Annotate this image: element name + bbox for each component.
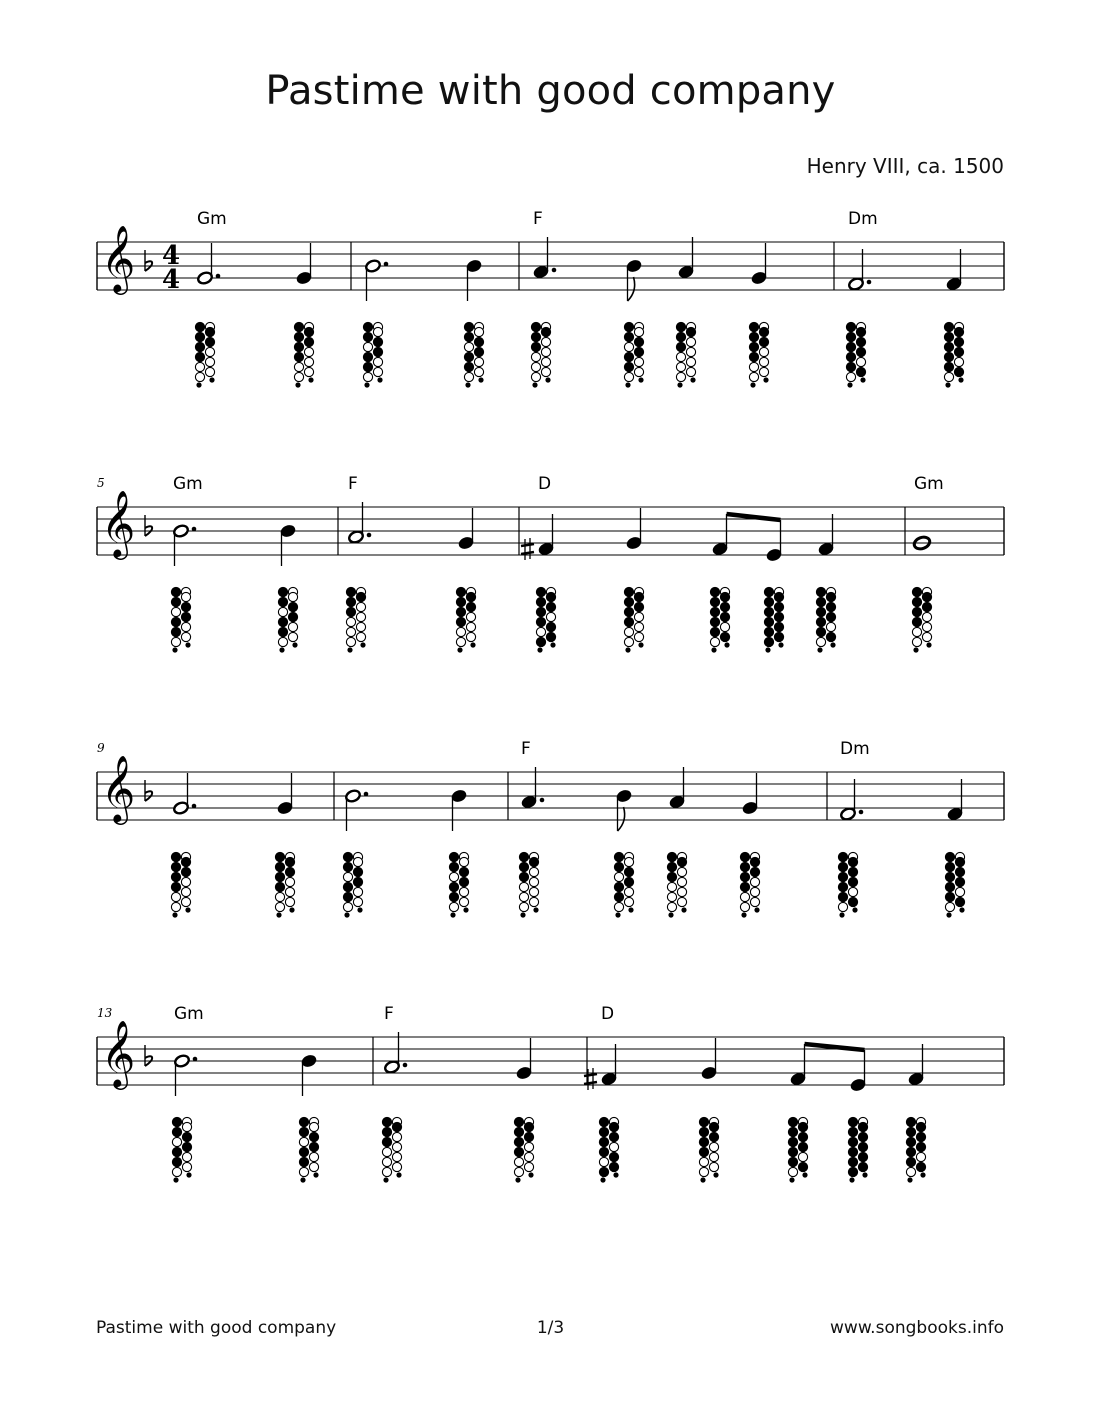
note [742,773,759,815]
note [533,237,557,279]
note [701,1038,718,1080]
recorder-fingering-icon [906,1117,925,1182]
chord-symbol: Gm [174,1004,204,1024]
recorder-fingering-icon [764,587,783,652]
measure-number: 13 [97,1006,113,1020]
recorder-fingering-icon [912,587,931,652]
chord-symbol: Gm [197,209,227,229]
measure-number: 5 [97,476,105,490]
note [616,789,633,831]
note [301,1054,318,1096]
treble-clef-icon: 𝄞 [101,1019,136,1087]
note [365,259,389,301]
recorder-fingering-icon [710,587,729,652]
recorder-fingering-icon [846,322,865,387]
footer-website[interactable]: www.songbooks.info [830,1318,1004,1338]
note [626,259,643,301]
recorder-fingering-icon [171,852,190,917]
chord-symbol: F [384,1004,394,1024]
note [280,524,297,566]
note [277,773,294,815]
recorder-fingering-icon [788,1117,807,1182]
note [678,237,695,279]
recorder-fingering-icon [749,322,768,387]
recorder-fingering-icon [599,1117,618,1182]
key-signature-flat-icon [145,780,152,801]
recorder-fingering-icon [676,322,695,387]
note [173,524,197,566]
recorder-fingering-icon [382,1117,401,1182]
note [712,514,729,556]
chord-symbol: F [521,739,531,759]
note [848,249,872,291]
note [946,249,963,291]
time-signature-bottom: 4 [162,265,181,295]
note [584,1044,617,1090]
recorder-fingering-icon [614,852,633,917]
chord-symbol: F [533,209,543,229]
note [818,514,835,556]
recorder-fingering-icon [838,852,857,917]
measure-number: 9 [97,741,105,755]
footer-page-number: 1/3 [536,1318,565,1338]
chord-symbol: Dm [840,739,870,759]
page-title: Pastime with good company [265,68,836,114]
recorder-fingering-icon [363,322,382,387]
time-signature-top: 4 [162,241,181,271]
recorder-fingering-icon [667,852,686,917]
sharp-accidental-icon [521,538,534,560]
note [348,502,372,544]
note [751,243,768,285]
composer-credit: Henry VIII, ca. 1500 [806,154,1004,178]
recorder-fingering-icon [294,322,313,387]
recorder-fingering-icon [816,587,835,652]
recorder-fingering-icon [944,322,963,387]
staff-system-1 [97,209,1004,388]
note [451,789,468,831]
recorder-fingering-icon [195,322,214,387]
recorder-fingering-icon [531,322,550,387]
note [296,243,313,285]
footer-song-title: Pastime with good company [96,1318,337,1338]
note [174,1054,198,1096]
recorder-fingering-icon [624,587,643,652]
recorder-fingering-icon [171,587,190,652]
note [790,1044,807,1086]
note [384,1032,408,1074]
chord-symbol: D [538,474,552,494]
note [197,243,221,285]
sharp-accidental-icon [584,1068,597,1090]
chord-symbol: Dm [848,209,878,229]
chord-symbol: Gm [173,474,203,494]
note [840,779,864,821]
note [669,767,686,809]
treble-clef-icon: 𝄞 [101,754,136,822]
recorder-fingering-icon [848,1117,867,1182]
chord-symbol: D [601,1004,615,1024]
note [626,508,643,550]
chord-symbol: Gm [914,474,944,494]
recorder-fingering-icon [278,587,297,652]
note [766,520,783,562]
note [173,773,197,815]
treble-clef-icon: 𝄞 [101,489,136,557]
staff-system-4 [97,1004,1004,1183]
recorder-fingering-icon [514,1117,533,1182]
note [458,508,475,550]
recorder-fingering-icon [172,1117,191,1182]
chord-symbol: F [348,474,358,494]
recorder-fingering-icon [449,852,468,917]
recorder-fingering-icon [536,587,555,652]
recorder-fingering-icon [740,852,759,917]
note [947,779,964,821]
note [516,1038,533,1080]
recorder-fingering-icon [699,1117,718,1182]
recorder-fingering-icon [945,852,964,917]
note [345,789,369,831]
note [466,259,483,301]
key-signature-flat-icon [145,1045,152,1066]
recorder-fingering-icon [346,587,365,652]
recorder-fingering-icon [464,322,483,387]
key-signature-flat-icon [145,250,152,271]
recorder-fingering-icon [343,852,362,917]
note [850,1050,867,1092]
staff-system-3 [97,739,1004,918]
note [521,767,545,809]
recorder-fingering-icon [275,852,294,917]
treble-clef-icon: 𝄞 [101,224,136,292]
recorder-fingering-icon [456,587,475,652]
staff-system-2 [97,474,1004,653]
note [908,1044,925,1086]
key-signature-flat-icon [145,515,152,536]
note [521,514,554,560]
recorder-fingering-icon [519,852,538,917]
recorder-fingering-icon [299,1117,318,1182]
recorder-fingering-icon [624,322,643,387]
